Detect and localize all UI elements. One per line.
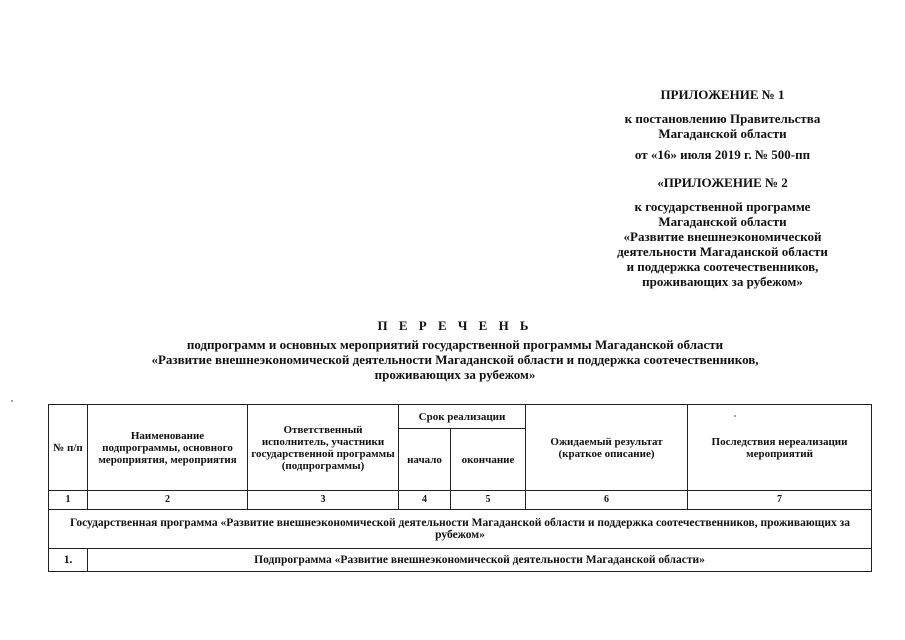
document-subtitle-line: проживающих за рубежом» <box>374 367 536 382</box>
column-number-row <box>49 491 872 510</box>
subprogram-row <box>49 549 872 572</box>
appendix-2-line: проживающих за рубежом» <box>642 274 803 289</box>
header-period: Срок реализации <box>399 405 526 429</box>
header-executor: Ответственный исполнитель, участники государственной программы (подпрограммы) <box>248 405 399 491</box>
program-row <box>49 510 872 549</box>
appendix-2-line: деятельности Магаданской области <box>617 244 828 259</box>
program-row-label: Государственная программа «Развитие внешнеэкономической деятельности Магаданской области и поддержка соотечественников, проживающих за рубежом» <box>49 510 872 549</box>
column-number: 1 <box>49 491 88 510</box>
subprogram-label: Подпрограмма «Развитие внешнеэкономической деятельности Магаданской области» <box>88 549 872 572</box>
appendix-2-line: и поддержка соотечественников, <box>626 259 819 274</box>
column-number: 7 <box>688 491 872 510</box>
appendix-1-line: к постановлению Правительства <box>624 111 821 126</box>
column-number: 5 <box>451 491 526 510</box>
appendix-1-block <box>580 87 865 162</box>
header-end: окончание <box>451 429 526 491</box>
document-subtitle-line: «Развитие внешнеэкономической деятельности Магаданской области и поддержка соотечественников, <box>151 352 759 367</box>
appendix-1-title: ПРИЛОЖЕНИЕ № 1 <box>660 87 785 102</box>
appendix-2-block <box>580 175 865 289</box>
appendix-1-date: от «16» июля 2019 г. № 500-пп <box>634 147 811 162</box>
header-consequences: Последствия нереализации мероприятий <box>688 405 872 491</box>
document-title-block <box>70 318 840 382</box>
column-number: 4 <box>399 491 451 510</box>
subprogram-num: 1. <box>49 549 88 572</box>
scan-speck <box>11 400 13 402</box>
header-num: № п/п <box>49 405 88 491</box>
appendix-2-title: «ПРИЛОЖЕНИЕ № 2 <box>657 175 788 190</box>
document-heading: П Е Р Е Ч Е Н Ь <box>377 318 533 333</box>
appendix-2-line: «Развитие внешнеэкономической <box>623 229 822 244</box>
header-name: Наименование подпрограммы, основного мероприятия, мероприятия <box>88 405 248 491</box>
column-number: 6 <box>526 491 688 510</box>
header-result: Ожидаемый результат (краткое описание) <box>526 405 688 491</box>
scan-speck <box>734 415 736 417</box>
column-number: 2 <box>88 491 248 510</box>
appendix-1-line: Магаданской области <box>658 126 787 141</box>
appendix-2-line: Магаданской области <box>658 214 787 229</box>
appendix-2-line: к государственной программе <box>634 199 811 214</box>
measures-table <box>48 404 872 572</box>
header-start: начало <box>399 429 451 491</box>
column-number: 3 <box>248 491 399 510</box>
document-subtitle-line: подпрограмм и основных мероприятий государственной программы Магаданской области <box>186 337 724 352</box>
